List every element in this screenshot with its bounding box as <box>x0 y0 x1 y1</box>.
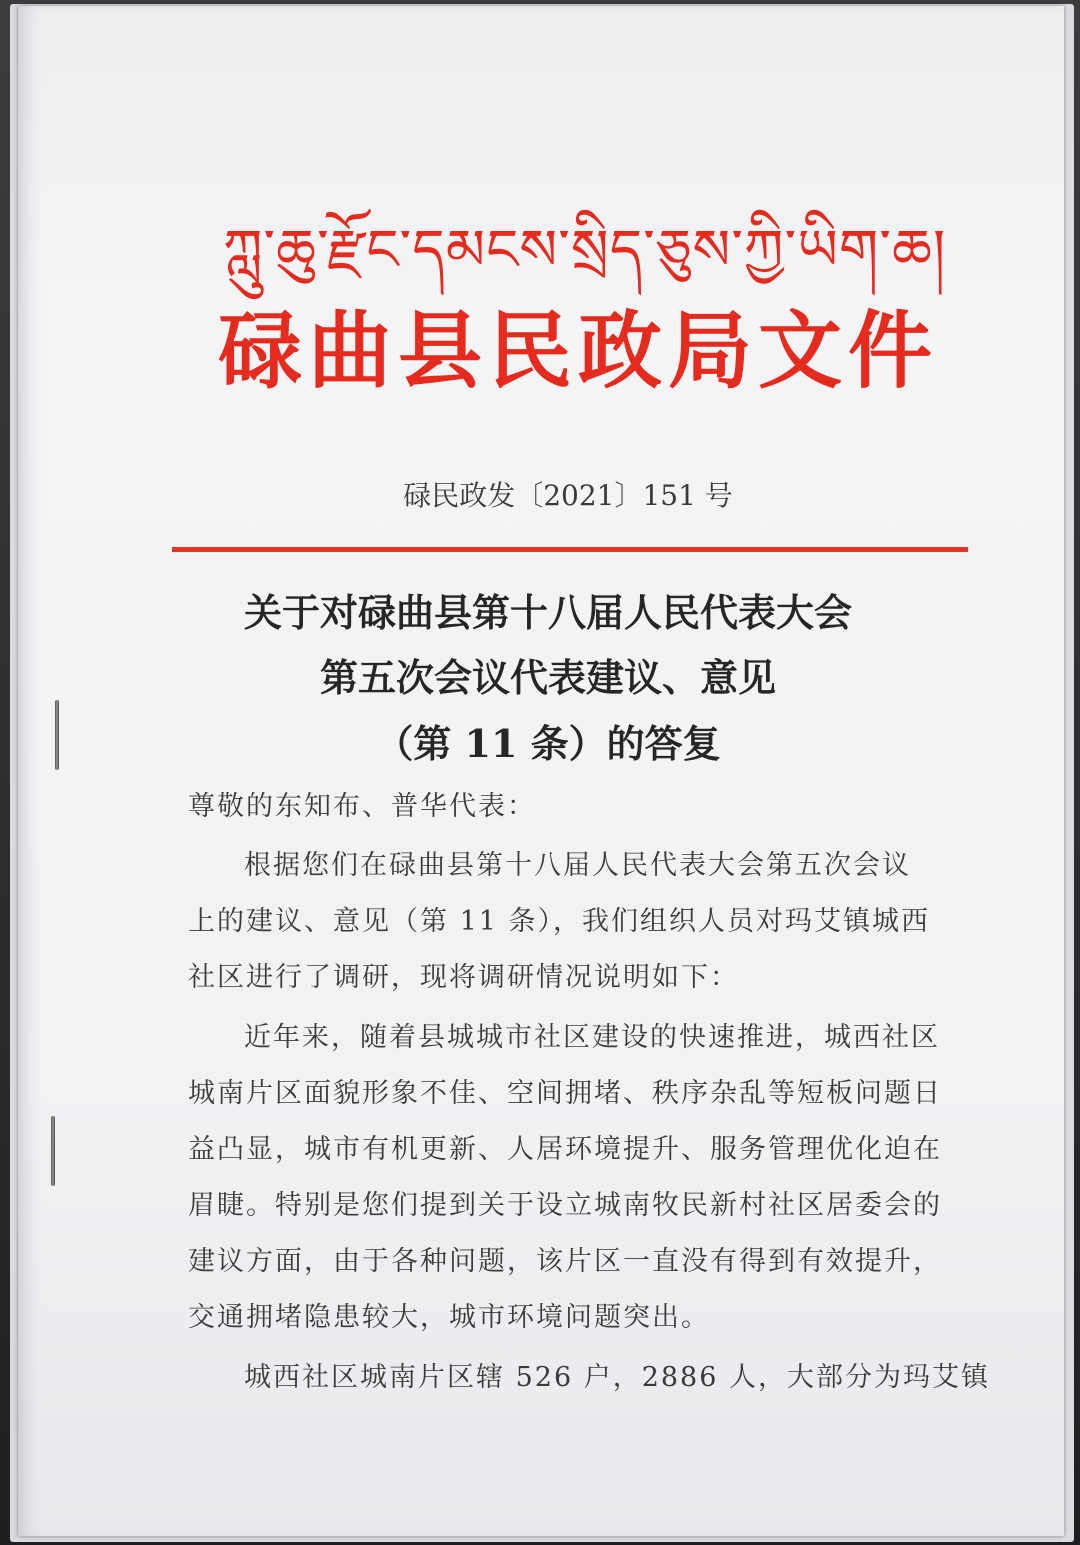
doc-number: 碌民政发〔2021〕151 号 <box>403 479 733 512</box>
body-line: 上的建议、意见（第 11 条），我们组织人员对玛艾镇城西 <box>188 906 931 937</box>
body-line: 近年来，随着县城城市社区建设的快速推进，城西社区 <box>244 1022 940 1053</box>
body-line: 城西社区城南片区辖 526 户，2886 人，大部分为玛艾镇 <box>244 1362 990 1393</box>
salutation: 尊敬的东知布、普华代表： <box>188 791 536 822</box>
subject-line: （第 11 条）的答复 <box>375 721 721 766</box>
org-title: 碌曲县民政局文件 <box>218 301 939 400</box>
subject-line: 第五次会议代表建议、意见 <box>319 655 776 700</box>
staple-top <box>55 700 59 770</box>
body-line: 交通拥堵隐患较大，城市环境问题突出。 <box>188 1302 710 1333</box>
body-line: 根据您们在碌曲县第十八届人民代表大会第五次会议 <box>244 850 911 881</box>
body-line: 建议方面，由于各种问题，该片区一直没有得到有效提升， <box>188 1246 942 1277</box>
staple-bottom <box>51 1116 55 1186</box>
body-line: 益凸显，城市有机更新、人居环境提升、服务管理优化迫在 <box>188 1134 942 1165</box>
body-line: 社区进行了调研，现将调研情况说明如下： <box>188 962 739 993</box>
document-page <box>18 6 1064 1536</box>
subject-line: 关于对碌曲县第十八届人民代表大会 <box>243 590 852 635</box>
body-line: 城南片区面貌形象不佳、空间拥堵、秩序杂乱等短板问题日 <box>188 1078 942 1109</box>
red-divider <box>172 547 968 552</box>
body-line: 眉睫。特别是您们提到关于设立城南牧民新村社区居委会的 <box>188 1190 942 1221</box>
tibetan-header: ཀླུ་ཆུ་རྫོང་དམངས་སྲིད་ཅུས་ཀྱི་ཡིག་ཆ། <box>223 218 947 283</box>
